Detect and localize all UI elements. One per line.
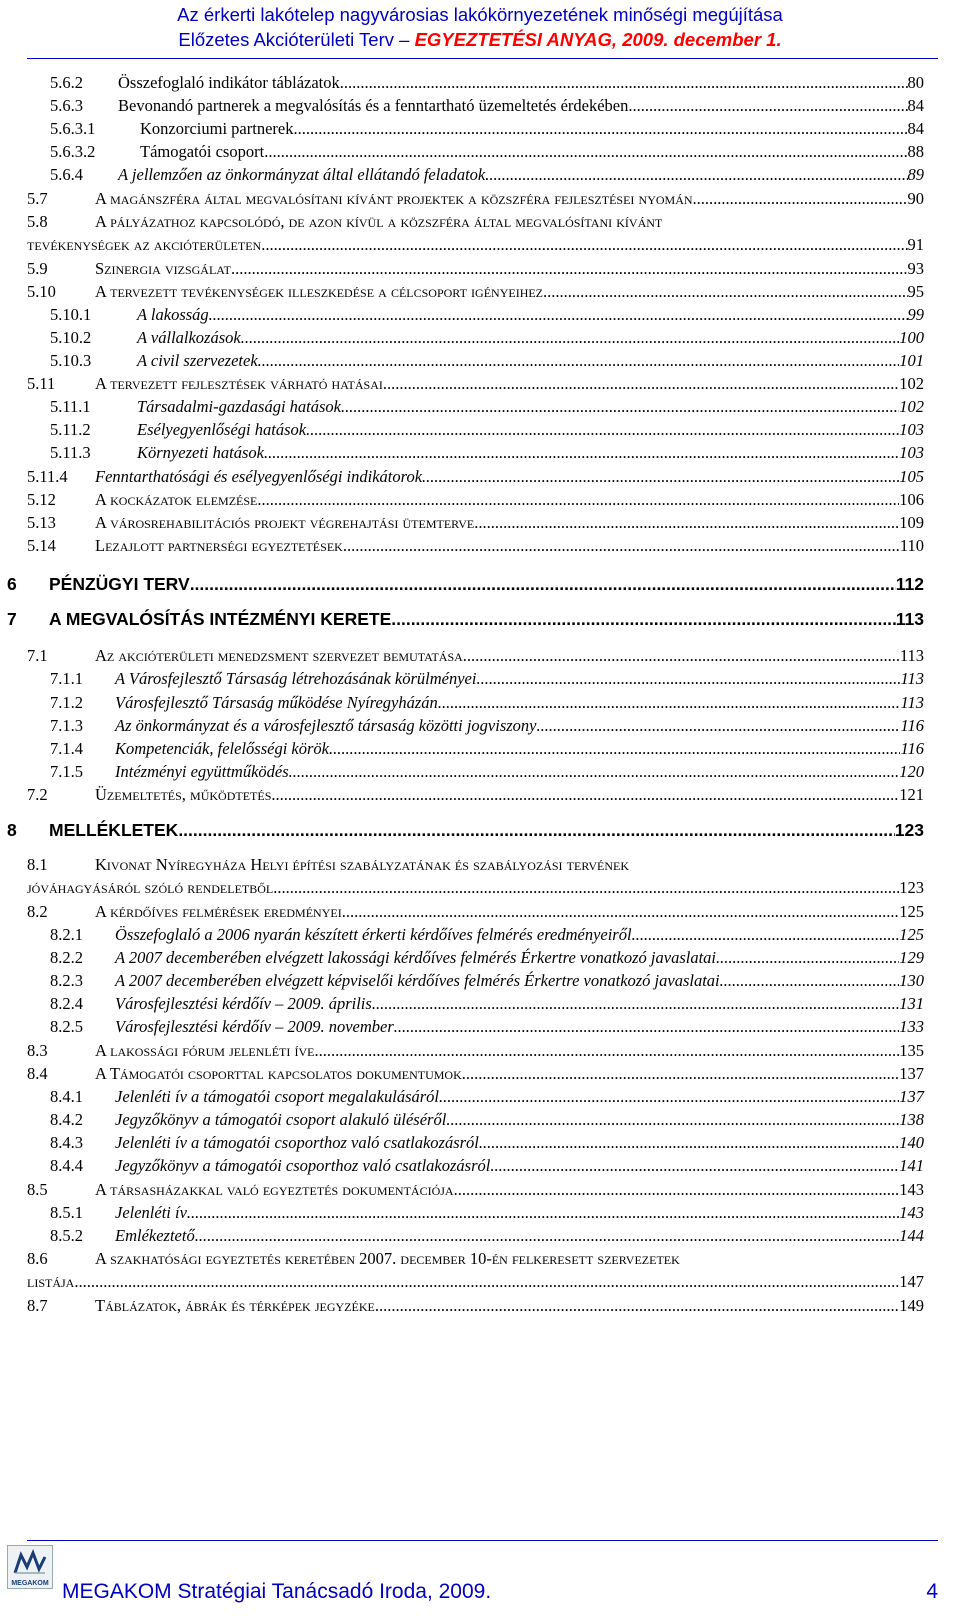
toc-entry-title-continued: tevékenységek az akcióterületen	[27, 235, 262, 254]
toc-entry-title: A MEGVALÓSÍTÁS INTÉZMÉNYI KERETE	[49, 609, 392, 629]
subtitle-highlight: EGYEZTETÉSI ANYAG, 2009. december 1.	[414, 29, 782, 50]
toc-entry-number: 7.1.4	[50, 739, 83, 758]
toc-entry-number: 5.11	[27, 374, 56, 393]
toc-leader-dots	[476, 669, 900, 689]
toc-entry-title: Az önkormányzat és a városfejlesztő társaság közötti jogviszony	[115, 716, 537, 735]
toc-entry-page: 102	[899, 397, 924, 416]
toc-entry-number: 5.6.4	[50, 165, 83, 184]
toc-entry-title: A 2007 decemberében elvégzett lakossági kérdőíves felmérés Érkertre vonatkozó javaslatai	[115, 948, 717, 967]
toc-entry[interactable]	[50, 305, 924, 325]
toc-leader-dots	[693, 189, 908, 209]
toc-entry-number: 5.10.3	[50, 351, 92, 370]
toc-leader-dots	[628, 96, 907, 116]
toc-entry[interactable]	[27, 467, 924, 487]
subtitle-prefix: Előzetes Akcióterületi Terv –	[178, 29, 415, 50]
toc-entry[interactable]	[50, 1203, 924, 1223]
toc-entry-number: 8.2.1	[50, 925, 83, 944]
toc-entry[interactable]	[27, 1064, 924, 1084]
toc-entry-page: 137	[899, 1087, 924, 1106]
toc-entry-number: 8.2.3	[50, 971, 83, 990]
toc-leader-dots	[439, 1087, 899, 1107]
toc-entry-page: 125	[899, 925, 924, 944]
toc-entry[interactable]	[50, 948, 924, 968]
toc-leader-dots	[537, 716, 901, 736]
toc-entry-number: 7.1.3	[50, 716, 83, 735]
toc-entry-page: 135	[899, 1041, 924, 1060]
toc-entry[interactable]	[50, 739, 924, 759]
toc-entry-page: 137	[899, 1064, 924, 1083]
toc-entry-number: 7.1.1	[50, 669, 83, 688]
toc-leader-dots	[543, 282, 907, 302]
toc-entry-page: 123	[899, 878, 924, 897]
toc-entry-page: 130	[899, 971, 924, 990]
toc-leader-dots	[264, 443, 899, 463]
toc-entry-page: 93	[907, 259, 924, 278]
toc-entry-number: 8.5.1	[50, 1203, 83, 1222]
toc-entry-title: A lakosság	[137, 305, 209, 324]
toc-entry-page: 103	[899, 420, 924, 439]
toc-entry[interactable]	[27, 189, 924, 209]
toc-entry-page: 116	[900, 716, 924, 735]
toc-entry-number: 7	[7, 609, 17, 629]
toc-entry[interactable]	[27, 212, 662, 232]
toc-entry[interactable]	[50, 971, 924, 991]
document-subtitle	[0, 27, 960, 52]
toc-entry[interactable]	[50, 328, 924, 348]
toc-leader-dots	[375, 1296, 899, 1316]
toc-entry-page: 113	[895, 609, 924, 629]
toc-entry-page: 101	[899, 351, 924, 370]
toc-entry[interactable]	[27, 259, 924, 279]
toc-entry-page: 91	[907, 235, 924, 254]
toc-entry-title: Emlékeztető	[115, 1226, 195, 1245]
toc-entry-continuation[interactable]	[27, 878, 924, 898]
toc-entry[interactable]	[27, 1180, 924, 1200]
toc-entry-page: 121	[899, 785, 924, 804]
toc-leader-dots	[394, 1017, 899, 1037]
toc-entry[interactable]	[27, 646, 924, 666]
toc-entry-title: Környezeti hatások	[137, 443, 264, 462]
toc-leader-dots	[720, 971, 900, 991]
toc-entry[interactable]	[27, 536, 924, 556]
toc-entry-page: 105	[899, 467, 924, 486]
toc-entry-page: 106	[899, 490, 924, 509]
toc-entry-title: Fenntarthatósági és esélyegyenlőségi indikátorok	[95, 467, 423, 486]
toc-entry[interactable]	[50, 1156, 924, 1176]
toc-entry-number: 7.2	[27, 785, 48, 804]
toc-entry-number: 8.3	[27, 1041, 48, 1060]
header-rule	[27, 58, 938, 59]
toc-entry[interactable]	[50, 142, 924, 162]
toc-entry-title: Jelenléti ív a támogatói csoporthoz való csatlakozásról	[115, 1133, 479, 1152]
toc-entry[interactable]	[50, 1110, 924, 1130]
toc-entry-number: 7.1.2	[50, 693, 83, 712]
toc-entry-title-continued: listája	[27, 1272, 75, 1291]
toc-entry-page: 120	[899, 762, 924, 781]
toc-leader-dots	[306, 420, 899, 440]
toc-leader-dots	[258, 351, 900, 371]
toc-entry-page: 144	[899, 1226, 924, 1245]
toc-entry-page: 143	[899, 1203, 924, 1222]
toc-entry-title: A Támogatói csoporttal kapcsolatos dokumentumok	[95, 1064, 462, 1083]
toc-entry[interactable]	[50, 443, 924, 463]
toc-leader-dots	[340, 73, 908, 93]
toc-leader-dots	[187, 1203, 899, 1223]
toc-entry[interactable]	[50, 762, 924, 782]
toc-entry-page: 138	[899, 1110, 924, 1129]
toc-entry-number: 8.4.1	[50, 1087, 83, 1106]
toc-entry[interactable]	[50, 716, 924, 736]
toc-entry-number: 5.6.2	[50, 73, 83, 92]
toc-entry[interactable]	[50, 693, 924, 713]
toc-leader-dots	[178, 820, 894, 841]
toc-entry-number: 8.4.4	[50, 1156, 83, 1175]
toc-leader-dots	[474, 513, 899, 533]
toc-entry-page: 80	[907, 73, 924, 92]
toc-entry-number: 5.14	[27, 536, 56, 555]
toc-entry-page: 109	[899, 513, 924, 532]
toc-leader-dots	[341, 397, 899, 417]
toc-leader-dots	[195, 1226, 900, 1246]
toc-chapter-entry[interactable]	[7, 820, 924, 841]
toc-entry-page: 113	[900, 693, 924, 712]
toc-entry-page: 113	[900, 669, 924, 688]
toc-leader-dots	[446, 1110, 899, 1130]
toc-entry[interactable]	[50, 96, 924, 116]
toc-entry-page: 125	[899, 902, 924, 921]
toc-leader-dots	[463, 646, 900, 666]
toc-entry[interactable]	[50, 119, 924, 139]
toc-leader-dots	[479, 1133, 899, 1153]
toc-entry[interactable]	[27, 855, 629, 875]
toc-entry-title: A társasházakkal való egyeztetés dokumentációja	[95, 1180, 454, 1199]
toc-entry-number: 8.4	[27, 1064, 48, 1083]
toc-leader-dots	[74, 1272, 899, 1292]
toc-entry-title: A tervezett fejlesztések várható hatásai	[95, 374, 383, 393]
toc-entry-number: 7.1.5	[50, 762, 83, 781]
toc-entry-title: Intézményi együttműködés	[115, 762, 289, 781]
toc-leader-dots	[293, 119, 907, 139]
toc-entry-title: A civil szervezetek	[137, 351, 258, 370]
megakom-logo	[7, 1545, 53, 1589]
toc-entry-title: A 2007 decemberében elvégzett képviselői kérdőíves felmérés Érkertre vonatkozó javaslatai	[115, 971, 720, 990]
toc-entry-number: 5.8	[27, 212, 48, 231]
toc-chapter-entry[interactable]	[7, 574, 924, 595]
toc-leader-dots	[438, 693, 901, 713]
toc-entry-page: 90	[907, 189, 924, 208]
toc-entry-number: 8.5	[27, 1180, 48, 1199]
toc-entry-title: Az akcióterületi menedzsment szervezet bemutatása	[95, 646, 463, 665]
toc-entry-page: 149	[899, 1296, 924, 1315]
toc-entry-title-continued: jóváhagyásáról szóló rendeletből	[27, 878, 274, 897]
toc-entry-number: 5.6.3.2	[50, 142, 96, 161]
toc-entry-page: 129	[899, 948, 924, 967]
toc-leader-dots	[342, 902, 900, 922]
toc-entry[interactable]	[27, 902, 924, 922]
toc-entry-title: Városfejlesztő Társaság működése Nyíregyházán	[115, 693, 438, 712]
toc-entry-title: A kockázatok elemzése	[95, 490, 258, 509]
toc-entry-title: Jelenléti ív	[115, 1203, 187, 1222]
toc-entry-title: A városrehabilitációs projekt végrehajtási ütemterve	[95, 513, 475, 532]
toc-entry[interactable]	[50, 925, 924, 945]
toc-entry-page: 99	[907, 305, 924, 324]
logo-text: MEGAKOM	[11, 1580, 49, 1587]
toc-entry-number: 5.13	[27, 513, 56, 532]
toc-entry[interactable]	[50, 994, 924, 1014]
toc-entry-title: A tervezett tevékenységek illeszkedése a célcsoport igényeihez	[95, 282, 544, 301]
toc-entry[interactable]	[50, 1017, 924, 1037]
toc-entry-number: 5.10	[27, 282, 56, 301]
toc-entry-number: 8.6	[27, 1249, 48, 1268]
toc-leader-dots	[485, 165, 907, 185]
toc-entry-page: 88	[907, 142, 924, 161]
toc-entry[interactable]	[27, 490, 924, 510]
toc-entry-page: 100	[899, 328, 924, 347]
toc-entry-title: Bevonandó partnerek a megvalósítás és a fenntartható üzemeltetés érdekében	[118, 96, 629, 115]
toc-entry-title: A szakhatósági egyeztetés keretében 2007. december 10-én felkeresett szervezetek	[95, 1249, 680, 1268]
toc-entry-page: 147	[899, 1272, 924, 1291]
toc-entry[interactable]	[50, 420, 924, 440]
toc-entry-page: 123	[894, 820, 924, 840]
toc-entry-title: Jegyzőkönyv a támogatói csoport alakuló üléséről	[115, 1110, 447, 1129]
toc-entry-continuation[interactable]	[27, 1272, 924, 1292]
toc-leader-dots	[383, 374, 899, 394]
toc-entry-number: 8.2.4	[50, 994, 83, 1013]
toc-leader-dots	[343, 536, 900, 556]
toc-entry-title: Városfejlesztési kérdőív – 2009. november	[115, 1017, 394, 1036]
toc-leader-dots	[315, 1041, 900, 1061]
toc-entry-page: 89	[907, 165, 924, 184]
toc-leader-dots	[329, 739, 900, 759]
toc-entry-title: Üzemeltetés, működtetés	[95, 785, 272, 804]
toc-leader-dots	[632, 925, 900, 945]
toc-entry-number: 5.9	[27, 259, 48, 278]
toc-entry-title: MELLÉKLETEK	[49, 820, 179, 840]
toc-entry[interactable]	[50, 165, 924, 185]
toc-entry-title: A pályázathoz kapcsolódó, de azon kívül a közszféra által megvalósítani kívánt	[95, 212, 663, 231]
toc-entry-title: A kérdőíves felmérések eredményei	[95, 902, 342, 921]
toc-entry-title: PÉNZÜGYI TERV	[49, 574, 190, 594]
toc-entry-number: 5.11.4	[27, 467, 68, 486]
toc-leader-dots	[241, 328, 900, 348]
toc-entry-page: 133	[899, 1017, 924, 1036]
toc-entry-page: 102	[899, 374, 924, 393]
toc-entry-title: Kivonat Nyíregyháza Helyi építési szabályzatának és szabályozási tervének	[95, 855, 630, 874]
toc-entry-title: Városfejlesztési kérdőív – 2009. április	[115, 994, 372, 1013]
toc-leader-dots	[264, 142, 907, 162]
toc-entry-number: 8.1	[27, 855, 48, 874]
page-header	[0, 2, 960, 52]
toc-leader-dots	[289, 762, 900, 782]
toc-entry-number: 8.2	[27, 902, 48, 921]
toc-entry-page: 103	[899, 443, 924, 462]
toc-entry-number: 8.4.2	[50, 1110, 83, 1129]
toc-leader-dots	[462, 1064, 900, 1084]
toc-entry-continuation[interactable]	[27, 235, 924, 255]
toc-entry-title: A lakossági fórum jelenléti íve	[95, 1041, 315, 1060]
toc-entry-number: 5.11.2	[50, 420, 91, 439]
toc-entry[interactable]	[27, 513, 924, 533]
toc-entry-page: 112	[895, 574, 924, 594]
toc-entry[interactable]	[27, 1249, 680, 1269]
toc-entry-title: A Városfejlesztő Társaság létrehozásának körülményei	[115, 669, 477, 688]
toc-entry-page: 140	[899, 1133, 924, 1152]
toc-entry-number: 8.2.5	[50, 1017, 83, 1036]
toc-chapter-entry[interactable]	[7, 609, 924, 630]
toc-entry-title: Lezajlott partnerségi egyeztetések	[95, 536, 343, 555]
toc-entry-page: 131	[899, 994, 924, 1013]
toc-entry-title: Jegyzőkönyv a támogatói csoporthoz való csatlakozásról	[115, 1156, 491, 1175]
toc-entry-title: Jelenléti ív a támogatói csoport megalakulásáról	[115, 1087, 439, 1106]
toc-entry-title: Összefoglaló indikátor táblázatok	[118, 73, 340, 92]
toc-entry-page: 110	[899, 536, 924, 555]
toc-entry-title: Esélyegyenlőségi hatások	[137, 420, 307, 439]
toc-entry-number: 8.4.3	[50, 1133, 83, 1152]
toc-entry[interactable]	[50, 397, 924, 417]
toc-entry-title: A magánszféra által megvalósítani kívánt projektek a közszféra fejlesztései nyomán	[95, 189, 693, 208]
toc-entry-number: 5.10.2	[50, 328, 92, 347]
toc-entry-title: Támogatói csoport	[140, 142, 265, 161]
toc-entry-number: 5.6.3	[50, 96, 83, 115]
toc-entry-page: 143	[899, 1180, 924, 1199]
toc-entry[interactable]	[27, 282, 924, 302]
toc-entry-title: Szinergia vizsgálat	[95, 259, 231, 278]
toc-entry-number: 6	[7, 574, 17, 594]
toc-leader-dots	[190, 574, 896, 595]
toc-entry-title: Társadalmi-gazdasági hatások	[137, 397, 341, 416]
toc-entry-number: 5.7	[27, 189, 48, 208]
document-title: Az érkerti lakótelep nagyvárosias lakókörnyezetének minőségi megújítása	[177, 4, 783, 25]
toc-entry[interactable]	[50, 1087, 924, 1107]
footer-text: MEGAKOM Stratégiai Tanácsadó Iroda, 2009.	[62, 1580, 492, 1603]
toc-entry-number: 8.2.2	[50, 948, 83, 967]
toc-entry-page: 84	[907, 96, 924, 115]
toc-entry-page: 141	[899, 1156, 924, 1175]
toc-entry-page: 116	[900, 739, 924, 758]
toc-entry-number: 5.12	[27, 490, 56, 509]
toc-entry-page: 113	[899, 646, 924, 665]
toc-leader-dots	[209, 305, 908, 325]
toc-leader-dots	[231, 259, 908, 279]
toc-entry-title: Összefoglaló a 2006 nyarán készített érkerti kérdőíves felmérés eredményeiről	[115, 925, 632, 944]
footer-rule	[27, 1540, 938, 1541]
toc-entry-page: 95	[907, 282, 924, 301]
toc-entry-number: 5.11.3	[50, 443, 91, 462]
toc-leader-dots	[490, 1156, 899, 1176]
toc-entry-number: 8	[7, 820, 17, 840]
toc-entry-number: 5.10.1	[50, 305, 92, 324]
toc-entry[interactable]	[27, 374, 924, 394]
toc-entry[interactable]	[27, 785, 924, 805]
toc-entry-title: Táblázatok, ábrák és térképek jegyzéke	[95, 1296, 375, 1315]
toc-entry[interactable]	[27, 1296, 924, 1316]
toc-leader-dots	[372, 994, 899, 1014]
toc-entry-number: 5.11.1	[50, 397, 91, 416]
toc-entry-title: Konzorciumi partnerek	[140, 119, 294, 138]
toc-entry[interactable]	[50, 669, 924, 689]
toc-leader-dots	[273, 878, 899, 898]
toc-entry[interactable]	[50, 73, 924, 93]
toc-entry[interactable]	[50, 351, 924, 371]
toc-entry-number: 7.1	[27, 646, 48, 665]
toc-leader-dots	[716, 948, 899, 968]
toc-entry-title: Kompetenciák, felelősségi körök	[115, 739, 329, 758]
toc-entry[interactable]	[27, 1041, 924, 1061]
toc-entry[interactable]	[50, 1226, 924, 1246]
toc-entry[interactable]	[50, 1133, 924, 1153]
toc-entry-page: 84	[907, 119, 924, 138]
toc-entry-number: 8.7	[27, 1296, 48, 1315]
toc-entry-title: A jellemzően az önkormányzat által ellátandó feladatok	[118, 165, 486, 184]
toc-entry-number: 5.6.3.1	[50, 119, 96, 138]
toc-leader-dots	[391, 609, 896, 630]
toc-leader-dots	[454, 1180, 900, 1200]
toc-leader-dots	[261, 235, 907, 255]
toc-leader-dots	[257, 490, 899, 510]
toc-entry-number: 8.5.2	[50, 1226, 83, 1245]
page-number: 4	[926, 1580, 938, 1603]
toc-entry-title: A vállalkozások	[137, 328, 241, 347]
toc-leader-dots	[422, 467, 899, 487]
toc-leader-dots	[271, 785, 899, 805]
